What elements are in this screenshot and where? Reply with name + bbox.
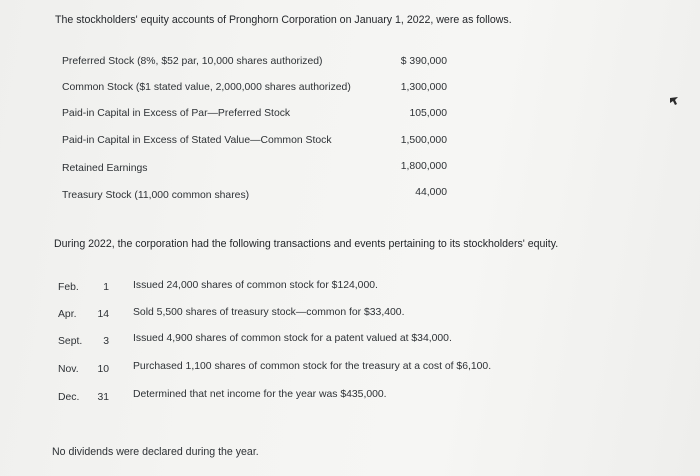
account-value: 1,300,000 bbox=[400, 82, 447, 93]
account-value: 105,000 bbox=[409, 108, 447, 119]
account-value: 1,800,000 bbox=[400, 161, 447, 172]
transaction-month: Nov. bbox=[58, 364, 79, 375]
transaction-day: 10 bbox=[97, 364, 109, 375]
intro-text: The stockholders' equity accounts of Pronghorn Corporation on January 1, 2022, were as follows. bbox=[55, 14, 512, 26]
transaction-description: Sold 5,500 shares of treasury stock—common for $33,400. bbox=[133, 307, 405, 318]
account-value: 44,000 bbox=[415, 187, 447, 198]
account-label: Common Stock ($1 stated value, 2,000,000 shares authorized) bbox=[62, 82, 351, 93]
transaction-day: 14 bbox=[97, 309, 109, 320]
account-label: Retained Earnings bbox=[62, 163, 148, 174]
transaction-description: Issued 24,000 shares of common stock for $124,000. bbox=[133, 280, 378, 291]
transaction-description: Purchased 1,100 shares of common stock for the treasury at a cost of $6,100. bbox=[133, 361, 492, 372]
account-value: 1,500,000 bbox=[400, 135, 447, 146]
transaction-description: Issued 4,900 shares of common stock for a patent valued at $34,000. bbox=[133, 333, 452, 344]
transaction-month: Dec. bbox=[58, 392, 80, 403]
account-label: Preferred Stock (8%, $52 par, 10,000 shares authorized) bbox=[62, 56, 323, 67]
transaction-description: Determined that net income for the year was $435,000. bbox=[133, 389, 387, 400]
dividends-note: No dividends were declared during the year. bbox=[52, 446, 259, 458]
transaction-day: 3 bbox=[103, 336, 109, 347]
account-label: Paid-in Capital in Excess of Par—Preferred Stock bbox=[62, 108, 291, 119]
transaction-day: 1 bbox=[103, 282, 109, 293]
transaction-day: 31 bbox=[97, 392, 109, 403]
account-label: Treasury Stock (11,000 common shares) bbox=[62, 190, 250, 201]
transactions-intro: During 2022, the corporation had the following transactions and events pertaining to its stockholders' equity. bbox=[54, 238, 559, 250]
account-label: Paid-in Capital in Excess of Stated Value—Common Stock bbox=[62, 135, 332, 146]
mouse-pointer-icon bbox=[669, 96, 679, 106]
account-value: $ 390,000 bbox=[400, 56, 447, 67]
transaction-month: Sept. bbox=[58, 336, 83, 347]
transaction-month: Feb. bbox=[58, 282, 79, 293]
transaction-month: Apr. bbox=[58, 309, 77, 320]
